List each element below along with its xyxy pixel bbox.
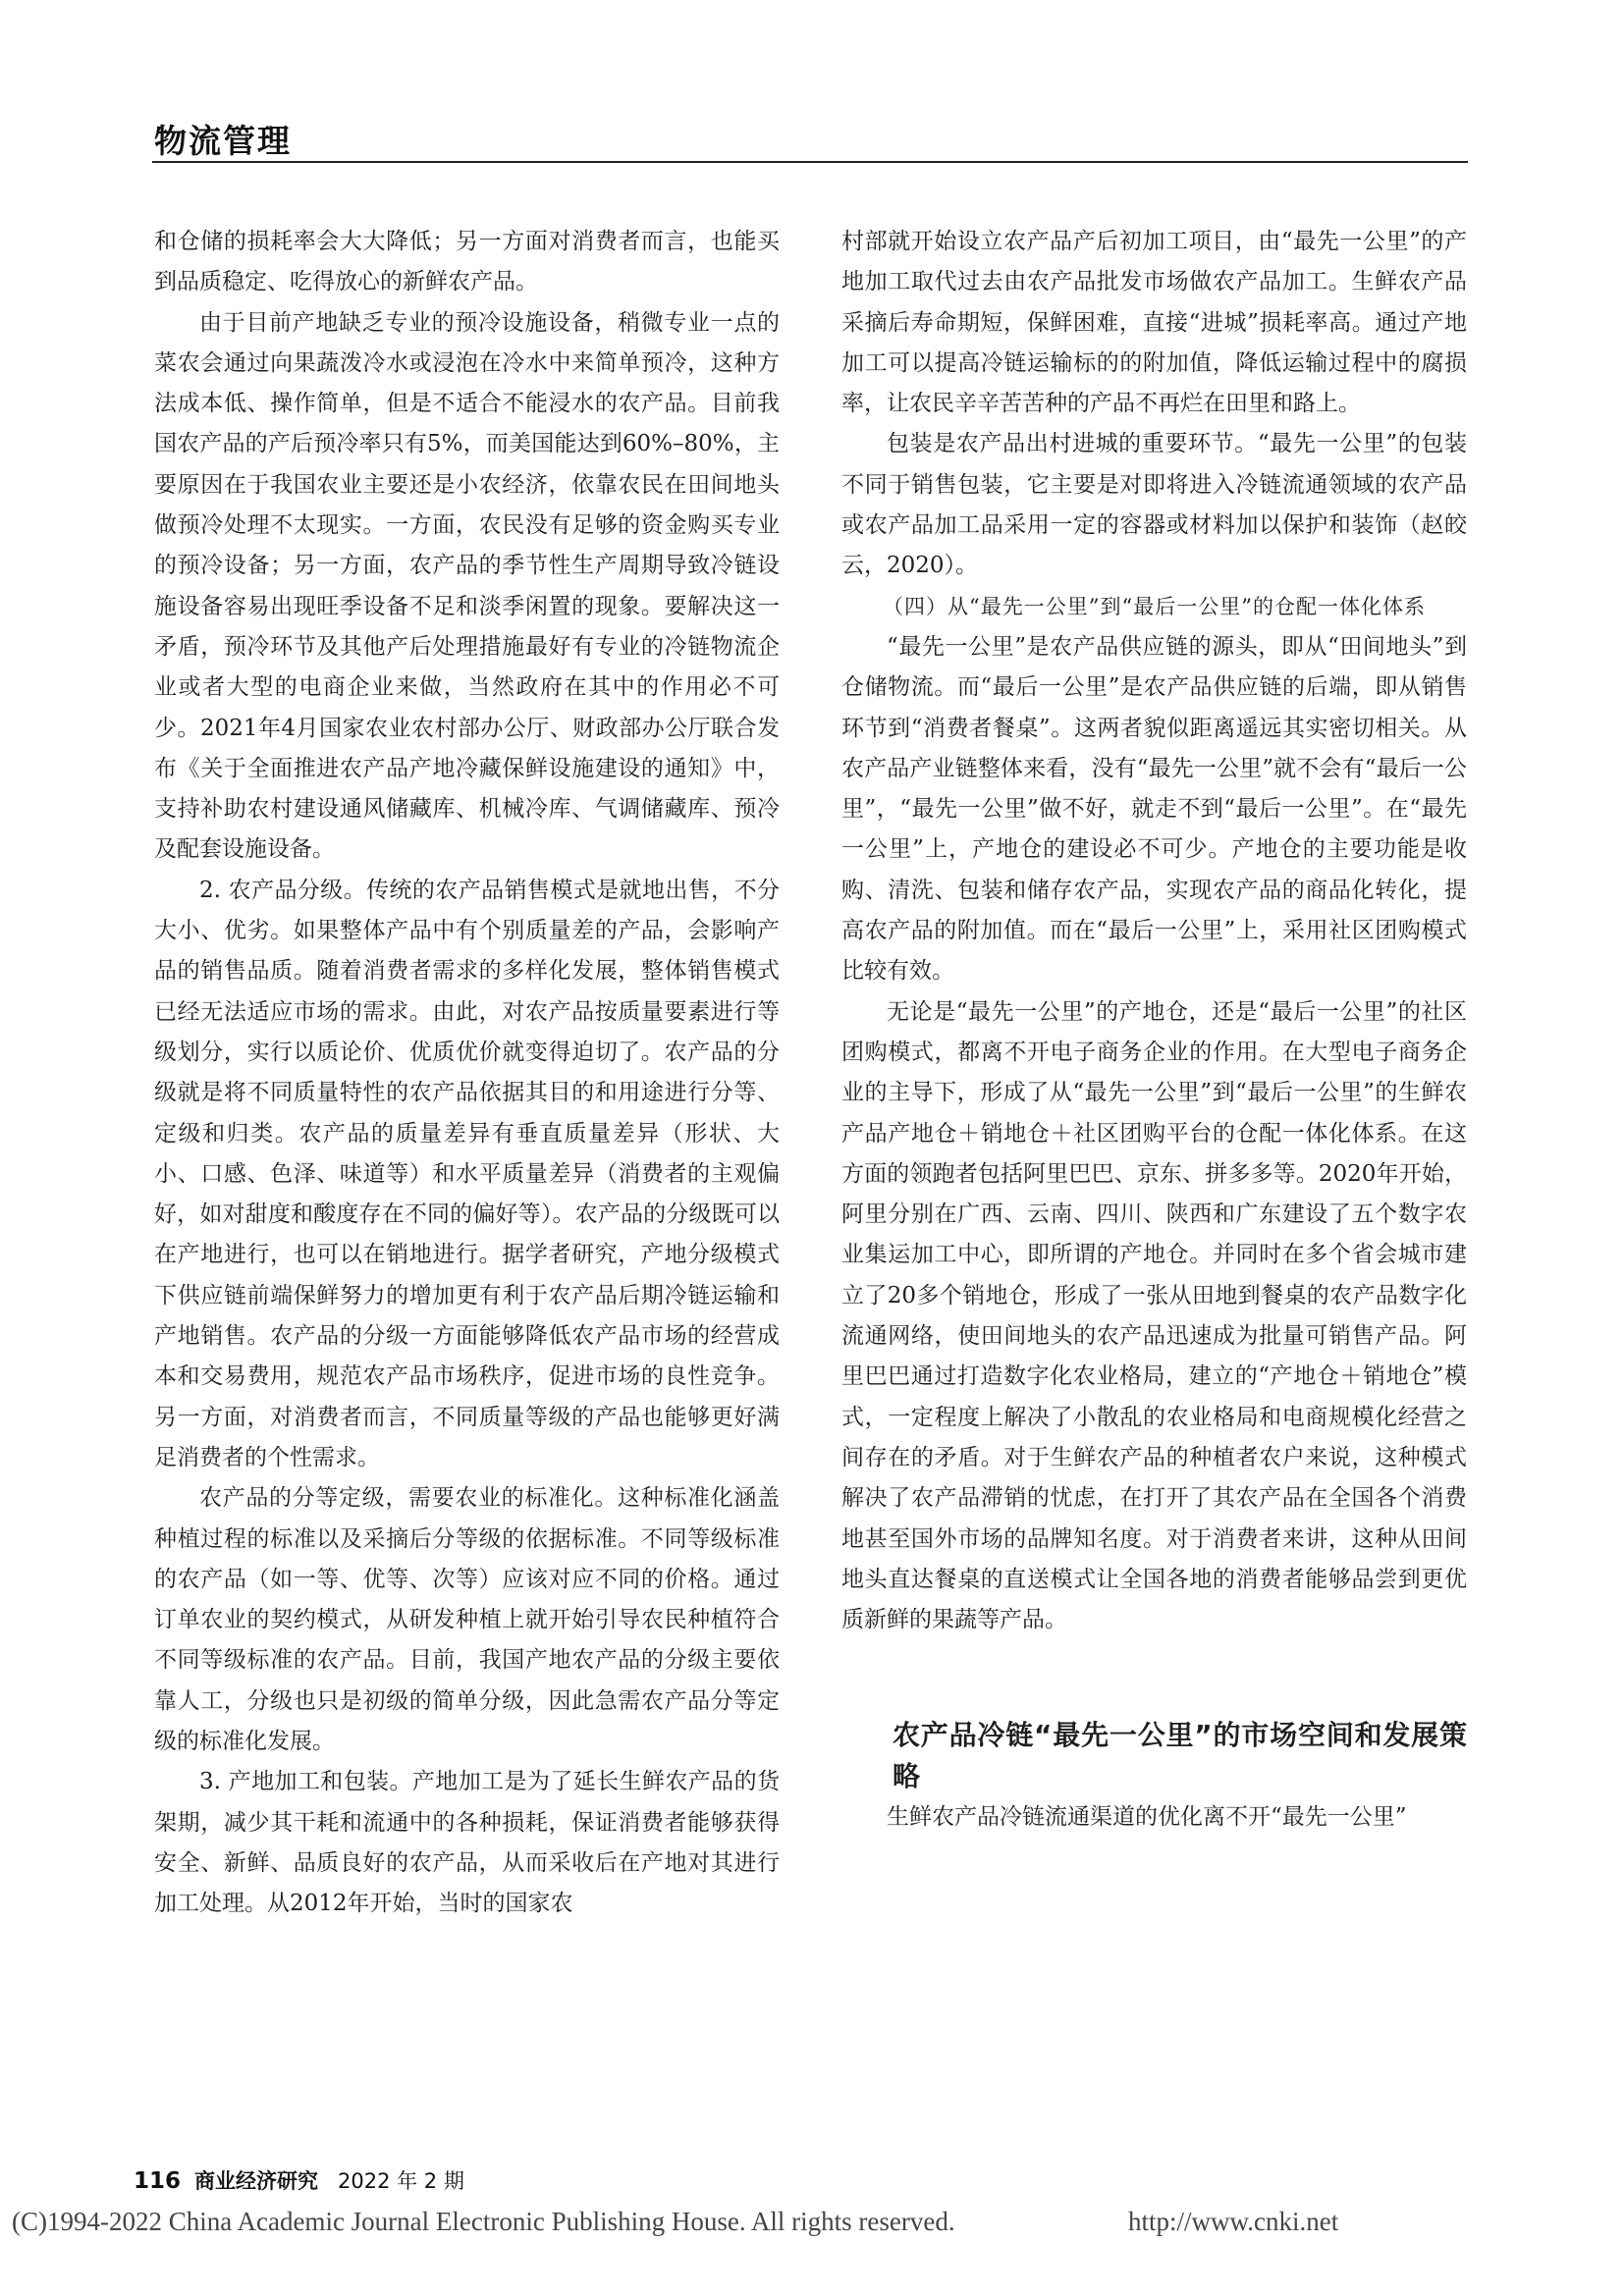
issue-label: 2022 年 2 期 bbox=[338, 2169, 464, 2193]
paragraph: 无论是“最先一公里”的产地仓，还是“最后一公里”的社区团购模式，都离不开电子商务企业的作用。在大型电子商务企业的主导下，形成了从“最先一公里”到“最后一公里”的生鲜农产品产地仓＋销地仓＋社区团购平台的仓配一体化体系。在这方面的领跑者包括阿里巴巴、京东、拼多多等。2020年开始，阿里分别在广西、云南、四川、陕西和广东建设了五个数字农业集运加工中心，即所谓的产地仓。并同时在多个省会城市建立了20多个销地仓，形成了一张从田地到餐桌的农产品数字化流通网络，使田间地头的农产品迅速成为批量可销售产品。阿里巴巴通过打造数字化农业格局，建立的“产地仓＋销地仓”模式，一定程度上解决了小散乱的农业格局和电商规模化经营之间存在的矛盾。对于生鲜农产品的种植者农户来说，这种模式解决了农产品滞销的忧虑，在打开了其农产品在全国各个消费地甚至国外市场的品牌知名度。对于消费者来讲，这种从田间地头直达餐桌的直送模式让全国各地的消费者能够品尝到更优质新鲜的果蔬等产品。 bbox=[841, 998, 1467, 1633]
paragraph: 村部就开始设立农产品产后初加工项目，由“最先一公里”的产地加工取代过去由农产品批发市场做农产品加工。生鲜农产品采摘后寿命期短，保鲜困难，直接“进城”损耗率高。通过产地加工可以提高冷链运输标的的附加值，降低运输过程中的腐损率，让农民辛辛苦苦种的产品不再烂在田里和路上。 bbox=[841, 229, 1467, 417]
paragraph: 2. 农产品分级。传统的农产品销售模式是就地出售，不分大小、优劣。如果整体产品中有个别质量差的产品，会影响产品的销售品质。随着消费者需求的多样化发展，整体销售模式已经无法适应市场的需求。由此，对农产品按质量要素进行等级划分，实行以质论价、优质优价就变得迫切了。农产品的分级就是将不同质量特性的农产品依据其目的和用途进行分等、定级和归类。农产品的质量差异有垂直质量差异（形状、大小、口感、色泽、味道等）和水平质量差异（消费者的主观偏好，如对甜度和酸度存在不同的偏好等）。农产品的分级既可以在产地进行，也可以在销地进行。据学者研究，产地分级模式下供应链前端保鲜努力的增加更有利于农产品后期冷链运输和产地销售。农产品的分级一方面能够降低农产品市场的经营成本和交易费用，规范农产品市场秩序，促进市场的良性竞争。另一方面，对消费者而言，不同质量等级的产品也能够更好满足消费者的个性需求。 bbox=[154, 877, 780, 1470]
header-divider bbox=[152, 161, 1468, 163]
paragraph: 农产品的分等定级，需要农业的标准化。这种标准化涵盖种植过程的标准以及采摘后分等级的依据标准。不同等级标准的农产品（如一等、优等、次等）应该对应不同的价格。通过订单农业的契约模式，从研发种植上就开始引导农民种植符合不同等级标准的农产品。目前，我国产地农产品的分级主要依靠人工，分级也只是初级的简单分级，因此急需农产品分等定级的标准化发展。 bbox=[154, 1485, 780, 1754]
paragraph: 和仓储的损耗率会大大降低；另一方面对消费者而言，也能买到品质稳定、吃得放心的新鲜农产品。 bbox=[154, 229, 780, 295]
copyright-text: (C)1994-2022 China Academic Journal Electronic Publishing House. All rights reserved. bbox=[12, 2207, 955, 2236]
page-footer bbox=[134, 2165, 464, 2195]
paragraph: “最先一公里”是农产品供应链的源头，即从“田间地头”到仓储物流。而“最后一公里”是农产品供应链的后端，即从销售环节到“消费者餐桌”。这两者貌似距离遥远其实密切相关。从农产品产业链整体来看，没有“最先一公里”就不会有“最后一公里”，“最先一公里”做不好，就走不到“最后一公里”。在“最先一公里”上，产地仓的建设必不可少。产地仓的主要功能是收购、清洗、包装和储存农产品，实现农产品的商品化转化，提高农产品的附加值。而在“最后一公里”上，采用社区团购模式比较有效。 bbox=[841, 633, 1467, 985]
paragraph: 3. 产地加工和包装。产地加工是为了延长生鲜农产品的货架期，减少其干耗和流通中的各种损耗，保证消费者能够获得安全、新鲜、品质良好的农产品，从而采收后在产地对其进行加工处理。从2012年开始，当时的国家农 bbox=[154, 1769, 780, 1917]
right-column bbox=[841, 222, 1467, 1839]
page-number: 116 bbox=[134, 2168, 182, 2194]
copyright-url[interactable]: http://www.cnki.net bbox=[1128, 2207, 1339, 2236]
journal-name: 商业经济研究 bbox=[194, 2169, 319, 2193]
paragraph: 由于目前产地缺乏专业的预冷设施设备，稍微专业一点的菜农会通过向果蔬泼冷水或浸泡在冷水中来简单预冷，这种方法成本低、操作简单，但是不适合不能浸水的农产品。目前我国农产品的产后预冷率只有5%，而美国能达到60%–80%，主要原因在于我国农业主要还是小农经济，依靠农民在田间地头做预冷处理不太现实。一方面，农民没有足够的资金购买专业的预冷设备；另一方面，农产品的季节性生产周期导致冷链设施设备容易出现旺季设备不足和淡季闲置的现象。要解决这一矛盾，预冷环节及其他产后处理措施最好有专业的冷链物流企业或者大型的电商企业来做，当然政府在其中的作用必不可少。2021年4月国家农业农村部办公厅、财政部办公厅联合发布《关于全面推进农产品产地冷藏保鲜设施建设的通知》中，支持补助农村建设通风储藏库、机械冷库、气调储藏库、预冷及配套设施设备。 bbox=[154, 309, 780, 863]
paragraph: 包装是农产品出村进城的重要环节。“最先一公里”的包装不同于销售包装，它主要是对即将进入冷链流通领域的农产品或农产品加工品采用一定的容器或材料加以保护和装饰（赵皎云，2020）。 bbox=[841, 431, 1467, 579]
left-column bbox=[154, 222, 780, 1924]
paragraph: 生鲜农产品冷链流通渠道的优化离不开“最先一公里” bbox=[887, 1804, 1407, 1831]
subsection-heading: （四）从“最先一公里”到“最后一公里”的仓配一体化体系 bbox=[883, 594, 1426, 618]
section-heading: 农产品冷链“最先一公里”的市场空间和发展策略 bbox=[893, 1719, 1467, 1793]
section-title: 物流管理 bbox=[154, 122, 292, 160]
